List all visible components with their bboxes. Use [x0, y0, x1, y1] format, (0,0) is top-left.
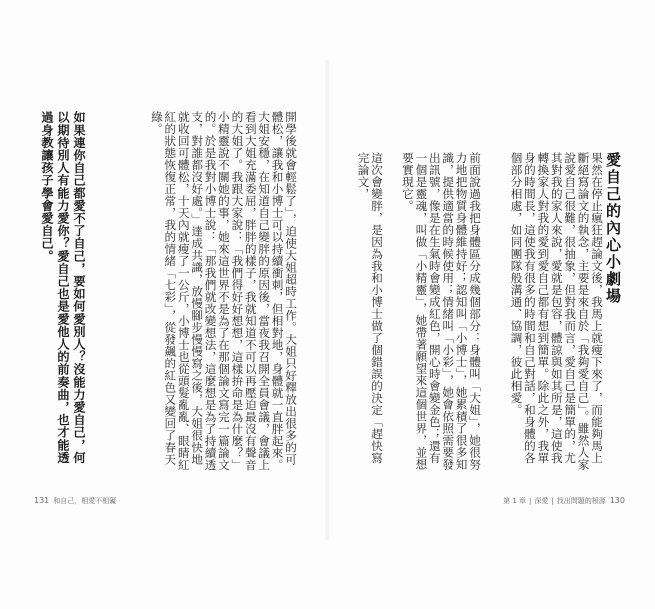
left-paragraph-1: 開學後就會輕鬆了」，迫使大姐超時工作。大姐只好釋放出很多的可體松，讓我和小博士可以持續衝刺，但相對地，身體就一直胖起來。大姐安穩，在知道自己變胖的原因後，當夜我召開全員會議，會議上看到大姐充滿委屈，胖胖的樣子，我就知道不可以再壓迫最沒有聲音的大姐了。我跟大家說：「我們得好好想想，這樣拚命是為什麼？」小精靈說不關她的事，她來這世界不是為了在那個論文寫完一篇論文的。於是我對小博士說：「那我們就改變想法，這麼想是為了持續透支，對誰都沒好處。」達成共識，放慢腳步慢慢寫之後，大姐很快地就收回可體松，十天內就瘦了一公斤，小博士也從頭髮亂亂、眼睛紅紅的狀態恢復正常，我的情緒「七彩」，從發飆的紅色又變回了春天綠。	[149, 111, 298, 471]
right-page	[328, 0, 655, 609]
footer-chapter: 第 1 章	[503, 497, 526, 505]
left-footer	[30, 496, 116, 506]
right-paragraph-3: 這次會變胖，是因為我和小博士做了個錯誤的決定「趕快寫完論文，	[356, 152, 384, 464]
closing-bold-paragraph: 如果連你自己都愛不了自己，要如何愛別人？沒能力愛自己，何以期待別人有能力愛你？愛自己也是愛他人的前奏曲，也才能透過身教讓孩子學會愛自己。	[40, 111, 86, 464]
footer-book-title: 和自己，相愛不相礙	[53, 497, 117, 505]
footer-separator-2: |	[551, 497, 554, 505]
left-page	[0, 0, 327, 609]
footer-separator: |	[529, 497, 532, 505]
right-paragraph-1: 果然在停止瘋狂趕論文後，我馬上就瘦下來了，而能夠馬上斷絕寫論文的執念，主要是來自於「我夠愛自己」。雖然人家說愛自己很難，很抽象，但對我而言，愛自己是簡單的，尤其對我的家人來說，愛就是包容，體諒與如其所是，這使我轉換家人對我的愛到愛自己都有想到簡單。除此之外，我單身的時間長，這使我有很多的時間和自己對話，和身體的各個部分相處，如同團隊般溝通、協調，彼此相愛。	[509, 152, 604, 471]
footer-subtitle: 找出問題的根源	[556, 497, 606, 505]
chapter-title: 愛自己的內心小劇場	[604, 152, 622, 305]
page-number-left: 131	[34, 496, 50, 505]
right-paragraph-2: 前面說過我把身體區分成幾個部分：身體叫「大姐」，她很努力地把物質身體維持好；認知叫「小博士」，她累積了很多知識，提供適當的時候使用；情緒叫「小彩」，她會依照需要發出訊號，像是在生氣時會變成紅色，開心時會變金色；還有一個是靈魂，叫做「小精靈」，她帶著願望來這個世界，並想要實現它。	[400, 152, 482, 471]
right-footer	[503, 496, 629, 506]
page-number-right: 130	[609, 496, 625, 505]
footer-section: 深愛	[534, 497, 549, 505]
